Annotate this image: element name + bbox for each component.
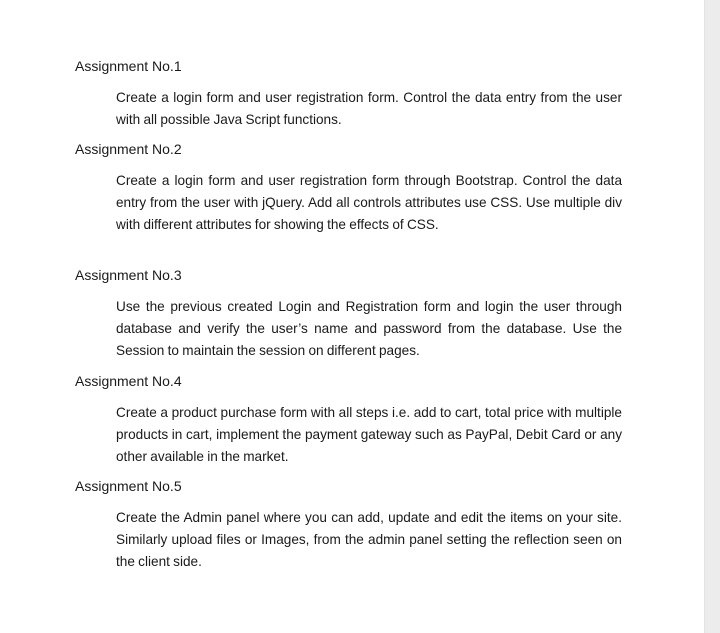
assignment-heading: Assignment No.4 [75, 373, 182, 389]
assignment-heading: Assignment No.2 [75, 141, 182, 157]
assignment-description: Create a login form and user registration form through Bootstrap. Control the data entry from the user with jQuery. Add all controls attributes use CSS. Use multiple div with different attributes for showing the effects of CSS. [116, 173, 622, 232]
assignment-heading: Assignment No.5 [75, 478, 182, 494]
assignment-description: Use the previous created Login and Registration form and login the user through database and verify the user’s name and password from the database. Use the Session to maintain the session on different pages. [116, 299, 622, 358]
assignment-heading: Assignment No.3 [75, 267, 182, 283]
assignment-description: Create the Admin panel where you can add, update and edit the items on your site. Similarly upload files or Images, from the admin panel setting the reflection seen on the client side. [116, 510, 622, 569]
assignment-description: Create a login form and user registration form. Control the data entry from the user with all possible Java Script functions. [116, 90, 622, 127]
assignment-heading: Assignment No.1 [75, 58, 182, 74]
page-edge-margin [704, 0, 720, 633]
assignment-description: Create a product purchase form with all steps i.e. add to cart, total price with multiple products in cart, implement the payment gateway such as PayPal, Debit Card or any other available in the market. [116, 405, 622, 464]
